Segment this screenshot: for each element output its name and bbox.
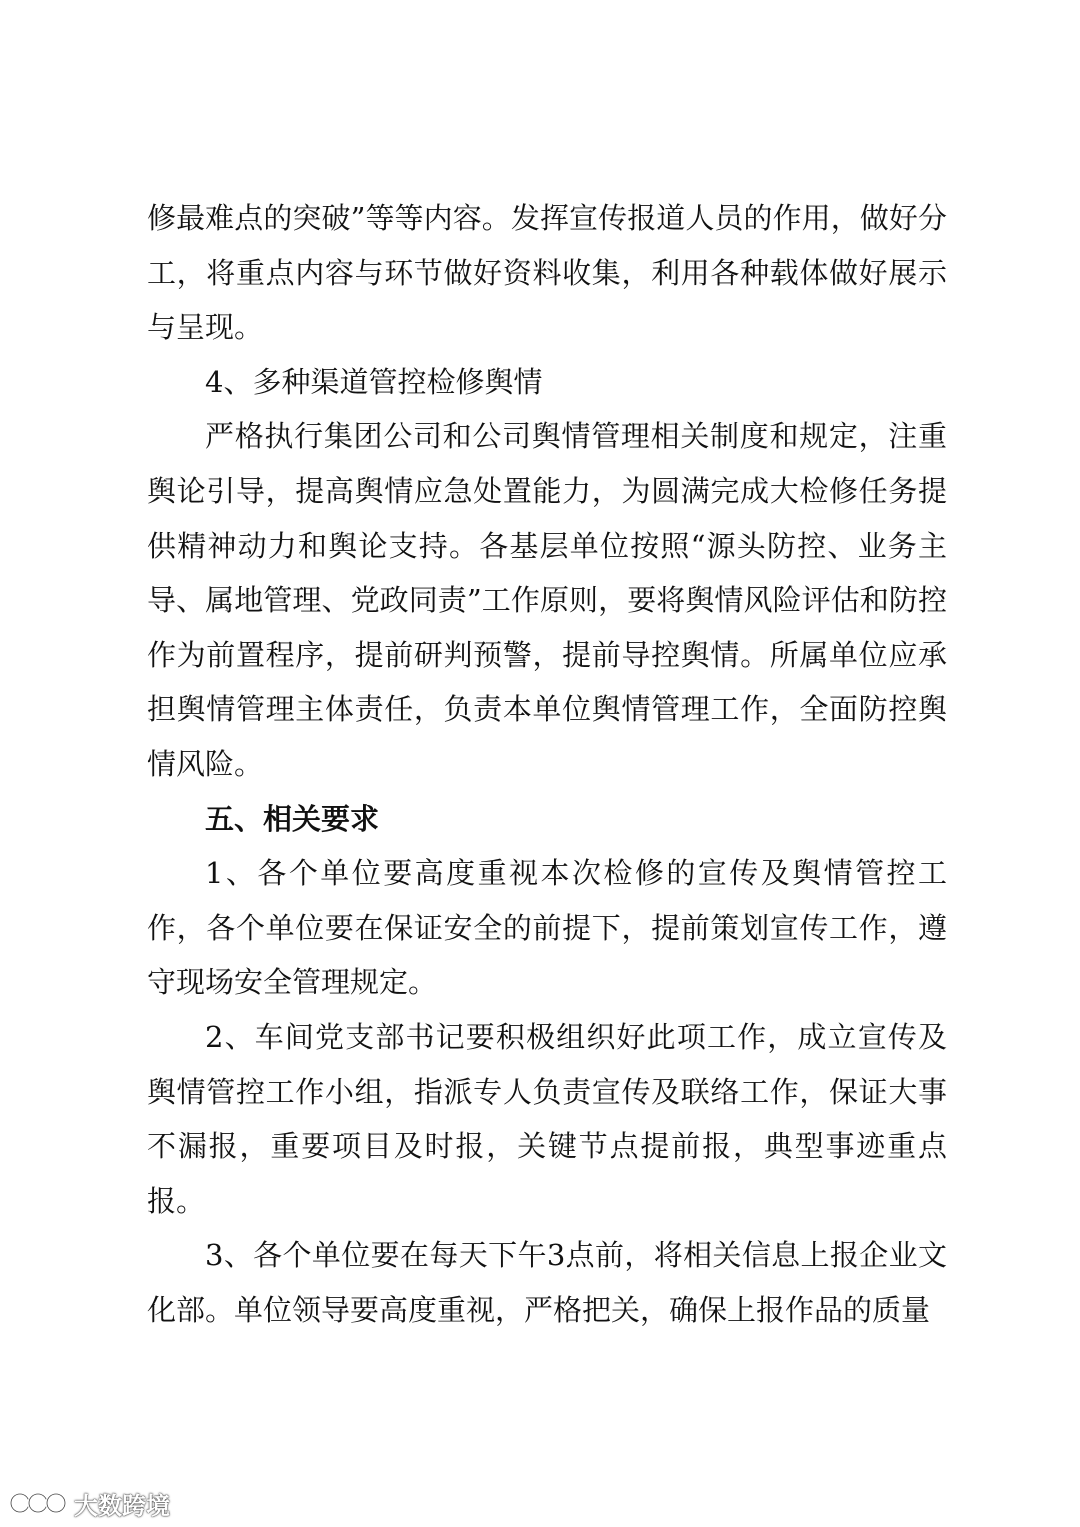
watermark-text: 大数跨境 bbox=[74, 1491, 170, 1520]
section-heading-requirements: 五、相关要求 bbox=[205, 801, 380, 836]
paragraph-opinion-management: 严格执行集团公司和公司舆情管理相关制度和规定，注重舆论引导，提高舆情应急处置能力，为圆满完成大检修任务提供精神动力和舆论支持。各基层单位按照“源头防控、业务主导、属地管理、党政同责”工作原则，要将舆情风险评估和防控作为前置程序，提前研判预警，提前导控舆情。所属单位应承担舆情管理主体责任，负责本单位舆情管理工作，全面防控舆情风险。 bbox=[147, 419, 947, 781]
brand-logo-icon bbox=[8, 1489, 68, 1517]
requirement-item-2: 2、车间党支部书记要积极组织好此项工作，成立宣传及舆情管控工作小组，指派专人负责宣传及联络工作，保证大事不漏报，重要项目及时报，关键节点提前报，典型事迹重点报。 bbox=[147, 1019, 947, 1218]
requirement-item-3: 3、各个单位要在每天下午3点前，将相关信息上报企业文化部。单位领导要高度重视，严格把关，确保上报作品的质量 bbox=[147, 1238, 947, 1327]
document-body bbox=[147, 191, 947, 1337]
watermark bbox=[8, 1487, 170, 1519]
paragraph-continuation: 修最难点的突破”等等内容。发挥宣传报道人员的作用，做好分工，将重点内容与环节做好资料收集，利用各种载体做好展示与呈现。 bbox=[147, 201, 947, 345]
subheading-public-opinion: 4、多种渠道管控检修舆情 bbox=[205, 364, 543, 399]
requirement-item-1: 1、各个单位要高度重视本次检修的宣传及舆情管控工作，各个单位要在保证安全的前提下，提前策划宣传工作，遵守现场安全管理规定。 bbox=[147, 856, 947, 1000]
